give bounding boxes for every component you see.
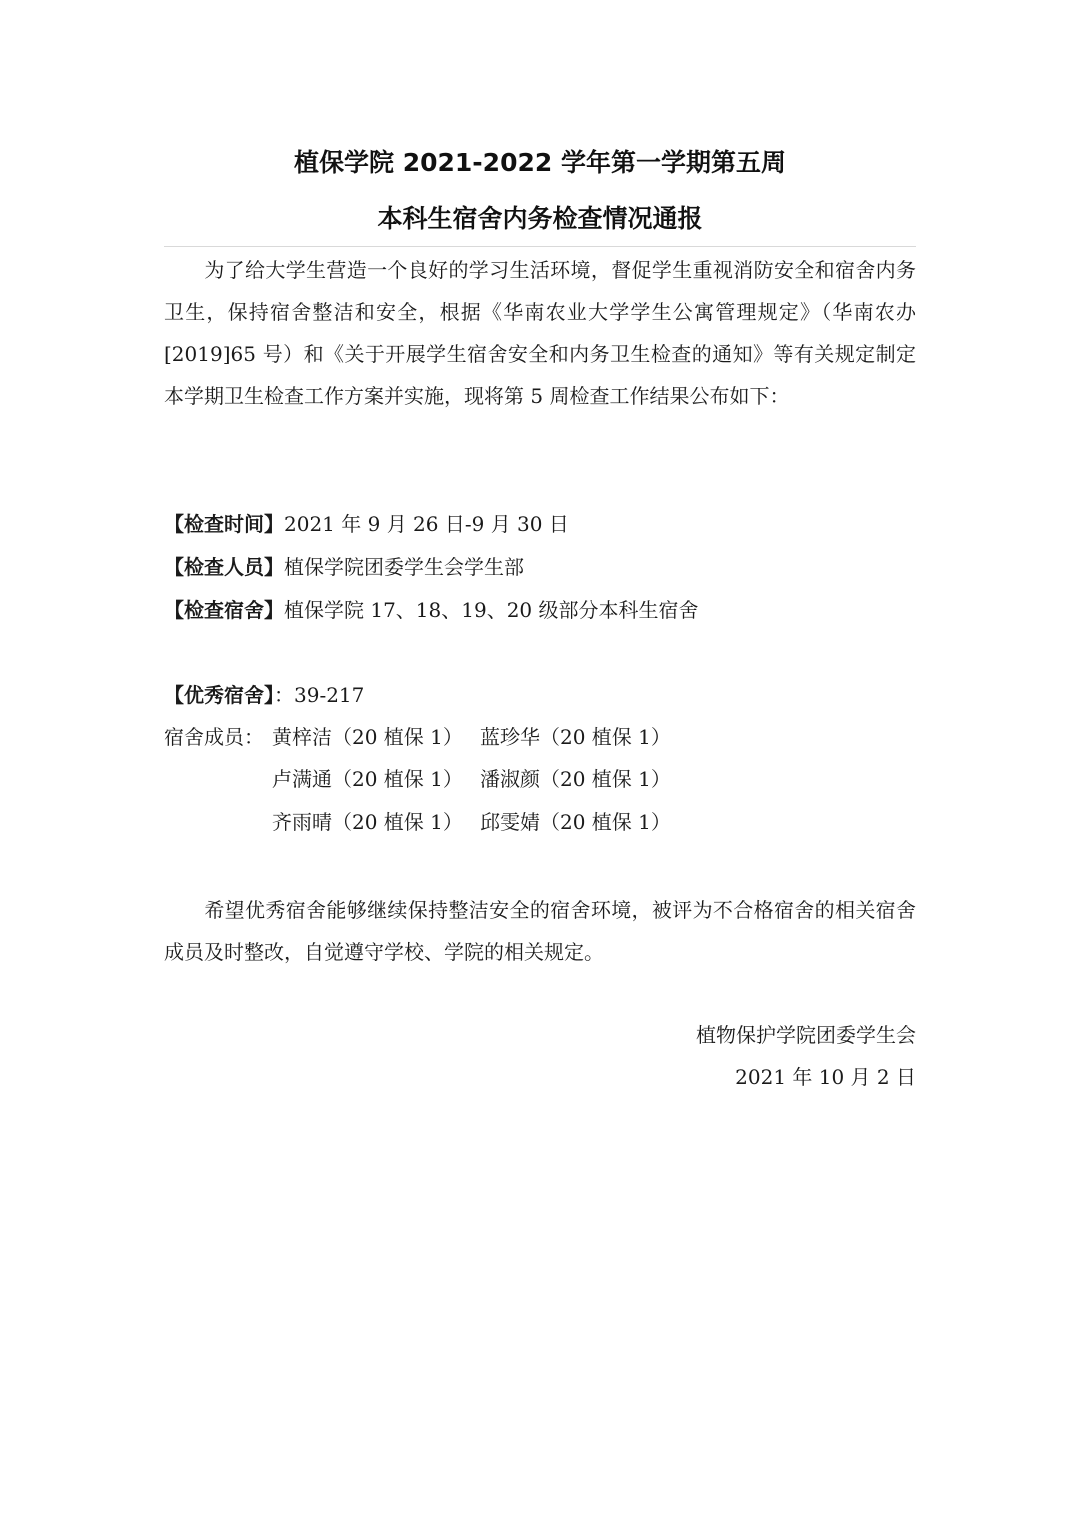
inspection-time-value: 2021 年 9 月 26 日-9 月 30 日 [284,512,569,536]
inspection-time-label: 【检查时间】 [164,512,284,536]
closing-paragraph [164,889,916,973]
inspection-staff [164,546,524,588]
inspection-time [164,503,569,545]
inspection-staff-label: 【检查人员】 [164,555,284,579]
excellent-dorm-value: ：39-217 [274,683,365,707]
dorm-member: 黄梓洁（20 植保 1） [272,725,463,749]
inspection-staff-value: 植保学院团委学生会学生部 [284,555,524,579]
dorm-member: 卢满通（20 植保 1） [272,767,463,791]
signature-org: 植物保护学院团委学生会 [696,1023,916,1047]
dorm-members-label: 宿舍成员： [164,725,264,749]
page-subtitle: 本科生宿舍内务检查情况通报 [377,204,703,233]
title-divider [164,246,916,247]
intro-text: 为了给大学生营造一个良好的学习生活环境，督促学生重视消防安全和宿舍内务卫生，保持宿舍整洁和安全，根据《华南农业大学学生公寓管理规定》（华南农办[2019]65 号）和《关于开展学生宿舍安全和内务卫生检查的通知》等有关规定制定本学期卫生检查工作方案并实施，现将第 5 周检查工作结果公布如下： [164,258,916,408]
inspection-dorms [164,589,699,631]
closing-text: 希望优秀宿舍能够继续保持整洁安全的宿舍环境，被评为不合格宿舍的相关宿舍成员及时整改，自觉遵守学校、学院的相关规定。 [164,898,916,964]
inspection-dorms-value: 植保学院 17、18、19、20 级部分本科生宿舍 [284,598,699,622]
signature-date: 2021 年 10 月 2 日 [735,1065,916,1089]
dorm-member: 齐雨晴（20 植保 1） [272,810,463,834]
excellent-dorm [164,674,364,716]
dorm-member: 邱雯婧（20 植保 1） [480,810,671,834]
page-title: 植保学院 2021-2022 学年第一学期第五周 [294,148,786,177]
dorm-member: 潘淑颜（20 植保 1） [480,767,671,791]
inspection-dorms-label: 【检查宿舍】 [164,598,284,622]
excellent-dorm-label: 【优秀宿舍】 [164,683,274,707]
dorm-member: 蓝珍华（20 植保 1） [480,725,671,749]
intro-paragraph [164,249,916,417]
